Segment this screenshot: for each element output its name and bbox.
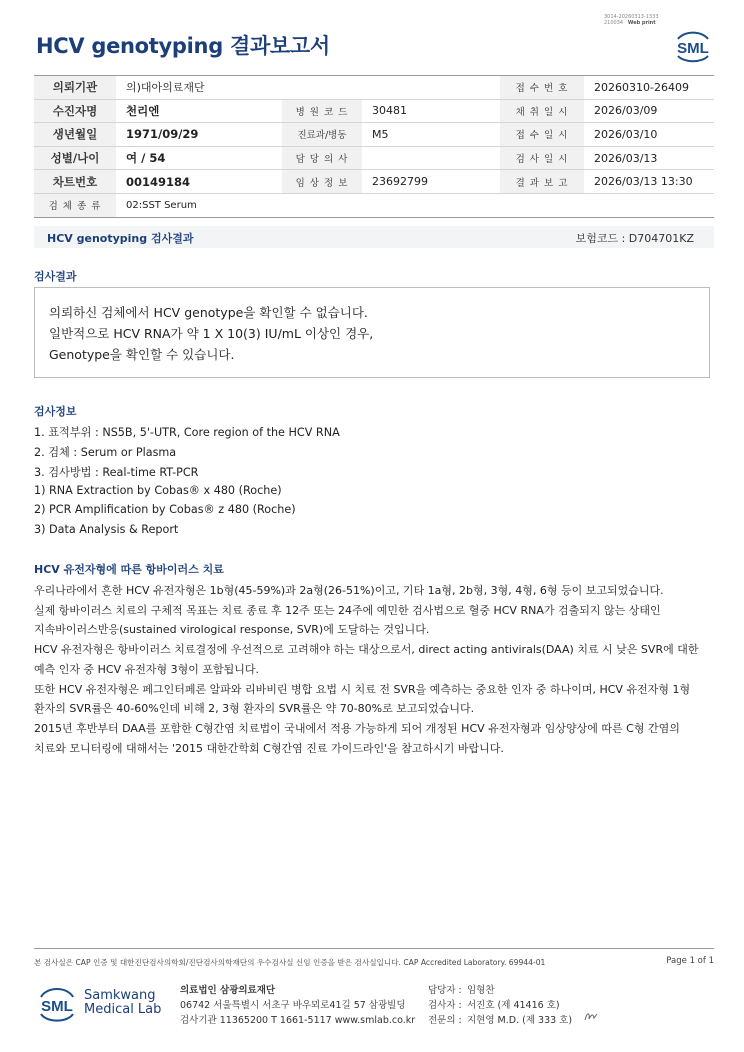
label-receipt-number: 접 수 번 호 [500, 76, 584, 100]
test-info-heading: 검사정보 [34, 405, 77, 418]
table-row [34, 146, 714, 170]
label-requesting-org: 의뢰기관 [34, 76, 116, 100]
logo-text: SML [677, 40, 709, 57]
table-row [34, 123, 714, 147]
antiviral-line: 치료와 모니터링에 대해서는 '2015 대한간학회 C형간염 진료 가이드라인'을 참고하시기 바랍니다. [34, 742, 504, 755]
value-patient-name: 천리엔 [116, 99, 282, 123]
antiviral-line: 우리나라에서 흔한 HCV 유전자형은 1b형(45-59%)과 2a형(26-51%)이고, 기타 1a형, 2b형, 3형, 4형, 6형 등이 보고되었습니다. [34, 584, 664, 597]
label-birth-date: 생년월일 [34, 123, 116, 147]
sml-logo [672, 26, 714, 64]
result-title-bar [34, 226, 714, 248]
test-info-line: 2. 검체 : Serum or Plasma [34, 446, 177, 459]
footer-divider [34, 948, 714, 949]
label-chart-number: 차트번호 [34, 170, 116, 194]
value-receipt-number: 20260310-26409 [584, 76, 714, 100]
result-line: 일반적으로 HCV RNA가 약 1 X 10(3) IU/mL 이상인 경우, [49, 326, 374, 341]
antiviral-heading: HCV 유전자형에 따른 항바이러스 치료 [34, 563, 224, 576]
table-row [34, 99, 714, 123]
value-requesting-org: 의)대아의료재단 [116, 76, 500, 100]
org-name: 의료법인 삼광의료재단 [180, 985, 276, 996]
table-row [34, 193, 714, 217]
brand-name [84, 989, 161, 1017]
staff-name: 지현영 M.D. (제 333 호) [467, 1015, 573, 1026]
antiviral-line: 실제 항바이러스 치료의 구체적 목표는 치료 종료 후 12주 또는 24주에 예민한 검사법으로 혈중 HCV RNA가 검출되지 않는 상태인 [34, 604, 661, 617]
print-code-line1: 3014-20260313-1333 [604, 14, 659, 20]
test-info-line: 1. 표적부위 : NS5B, 5'-UTR, Core region of the HCV RNA [34, 426, 340, 439]
footer-logo-text: SML [41, 998, 73, 1015]
insurance-code: 보험코드 : D704701KZ [575, 232, 694, 245]
value-receipt-date: 2026/03/10 [584, 123, 714, 147]
org-address: 06742 서울특별시 서초구 바우뫼로41길 57 삼광빌딩 [180, 1000, 406, 1011]
label-test-date: 검 사 일 시 [500, 146, 584, 170]
result-line: Genotype을 확인할 수 있습니다. [49, 347, 235, 362]
test-info-line: 3. 검사방법 : Real-time RT-PCR [34, 466, 199, 479]
staff-role: 담당자 : [428, 985, 462, 996]
label-receipt-date: 접 수 일 시 [500, 123, 584, 147]
value-doctor [362, 146, 500, 170]
staff-name: 서진호 (제 41416 호) [467, 1000, 560, 1011]
result-heading: 검사결과 [34, 270, 77, 283]
accreditation-note: 본 검사실은 CAP 인증 및 대한진단검사의학회/진단검사의학재단의 우수검사실 신임 인증을 받은 검사실입니다. CAP Accredited Laboratory. 69944-01 [34, 958, 546, 967]
signature-mark [582, 1008, 600, 1024]
org-contact: 검사기관 11365200 T 1661-5117 www.smlab.co.kr [180, 1015, 416, 1026]
table-row [34, 76, 714, 100]
page-number: Page 1 of 1 [666, 956, 714, 966]
staff-role: 전문의 : [428, 1015, 462, 1026]
sml-footer-logo [36, 983, 78, 1023]
value-test-date: 2026/03/13 [584, 146, 714, 170]
label-doctor: 담 당 의 사 [282, 146, 362, 170]
test-info-line: 1) RNA Extraction by Cobas® x 480 (Roche) [34, 484, 282, 497]
antiviral-line: 환자의 SVR률은 40-60%인데 비해 2, 3형 환자의 SVR률은 약 70-80%로 보고되었습니다. [34, 702, 475, 715]
result-box [34, 287, 710, 378]
value-hospital-code: 30481 [362, 99, 500, 123]
page-title: HCV genotyping 결과보고서 [36, 34, 330, 58]
value-birth-date: 1971/09/29 [116, 123, 282, 147]
table-row [34, 170, 714, 194]
antiviral-line: 지속바이러스반응(sustained virological response, SVR)에 도달하는 것입니다. [34, 623, 430, 636]
result-line: 의뢰하신 검체에서 HCV genotype을 확인할 수 없습니다. [49, 305, 368, 320]
value-clinical-info: 23692799 [362, 170, 500, 194]
brand-line1: Samkwang [84, 988, 156, 1003]
value-chart-number: 00149184 [116, 170, 282, 194]
antiviral-line: HCV 유전자형은 항바이러스 치료결정에 우선적으로 고려해야 하는 대상으로서, direct acting antivirals(DAA) 치료 시 낮은 SVR에 대한 [34, 643, 699, 656]
test-info-line: 2) PCR Amplification by Cobas® z 480 (Roche) [34, 503, 296, 516]
web-print-label: Web print [627, 20, 656, 26]
antiviral-line: 예측 인자 중 HCV 유전자형 3형이 포함됩니다. [34, 663, 259, 676]
label-sex-age: 성별/나이 [34, 146, 116, 170]
brand-line2: Medical Lab [84, 1002, 162, 1017]
value-department: M5 [362, 123, 500, 147]
patient-info-table [34, 75, 714, 218]
test-info-line: 3) Data Analysis & Report [34, 523, 179, 536]
antiviral-line: 또한 HCV 유전자형은 페그인터페론 알파와 리바비린 병합 요법 시 치료 전 SVR을 예측하는 중요한 인자 중 하나이며, HCV 유전자형 1형 [34, 683, 691, 696]
label-hospital-code: 병 원 코 드 [282, 99, 362, 123]
value-sex-age: 여 / 54 [116, 146, 282, 170]
label-report-date: 결 과 보 고 [500, 170, 584, 194]
value-report-date: 2026/03/13 13:30 [584, 170, 714, 194]
value-specimen-type: 02:SST Serum [116, 193, 714, 217]
label-specimen-type: 검 체 종 류 [34, 193, 116, 217]
label-clinical-info: 임 상 정 보 [282, 170, 362, 194]
staff-name: 임형찬 [467, 985, 495, 996]
label-department: 진료과/병동 [282, 123, 362, 147]
print-code-line2: 210034 [604, 20, 624, 26]
label-collection-date: 채 취 일 시 [500, 99, 584, 123]
value-collection-date: 2026/03/09 [584, 99, 714, 123]
result-bar-title: HCV genotyping 검사결과 [47, 232, 194, 245]
antiviral-line: 2015년 후반부터 DAA를 포함한 C형간염 치료법이 국내에서 적용 가능하게 되어 개정된 HCV 유전자형과 임상양상에 따른 C형 간염의 [34, 722, 680, 735]
staff-role: 검사자 : [428, 1000, 462, 1011]
print-code [604, 14, 684, 26]
label-patient-name: 수진자명 [34, 99, 116, 123]
